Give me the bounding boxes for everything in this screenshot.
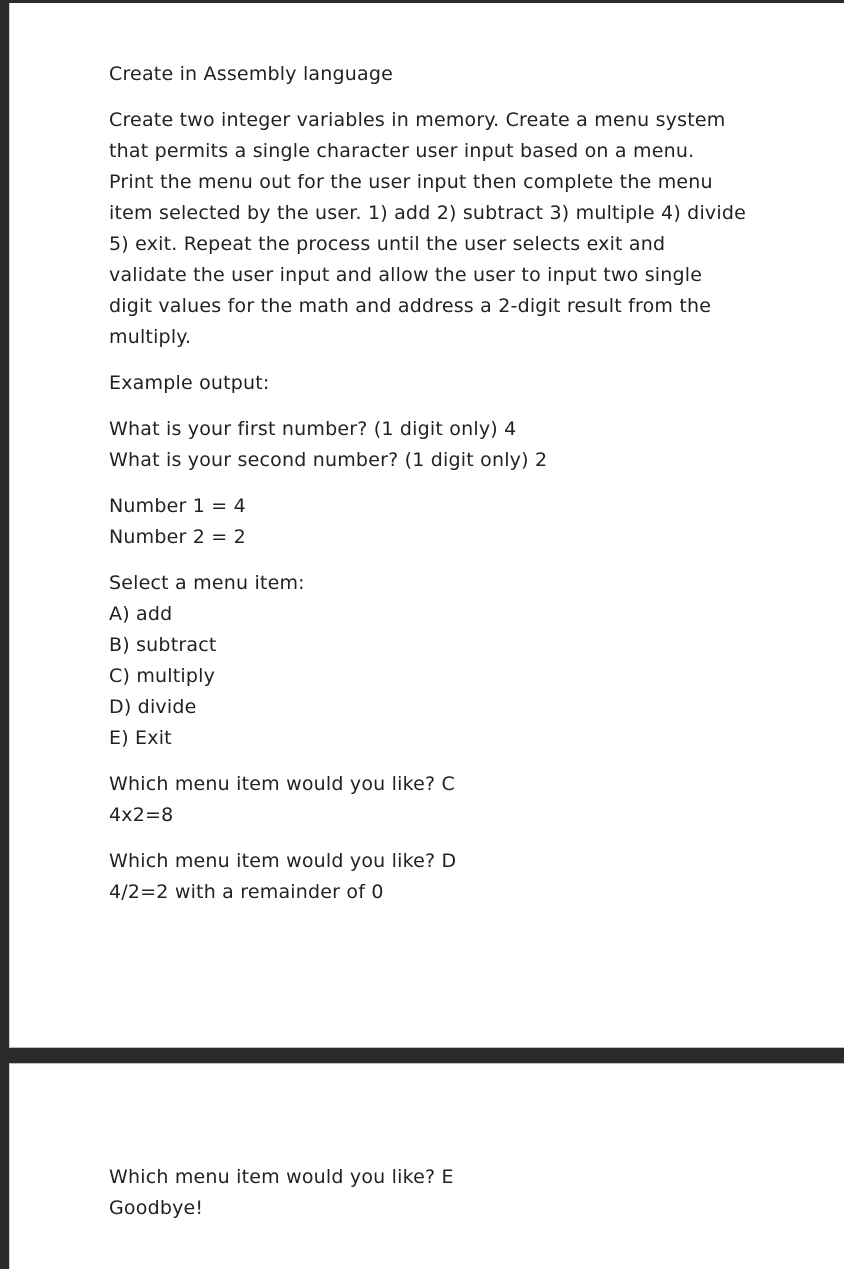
menu-item-divide: D) divide (109, 696, 197, 718)
number-echo (109, 491, 789, 553)
page-separator (0, 1049, 844, 1062)
description-line: item selected by the user. 1) add 2) subtract 3) multiple 4) divide (109, 202, 746, 224)
example-heading: Example output: (109, 372, 270, 394)
menu-item-multiply: C) multiply (109, 665, 216, 687)
menu-heading: Select a menu item: (109, 572, 305, 594)
description-line: Create two integer variables in memory. Create a menu system (109, 109, 726, 131)
menu-question-d: Which menu item would you like? D (109, 850, 457, 872)
menu-block (109, 568, 789, 754)
number-2-line: Number 2 = 2 (109, 526, 246, 548)
page-2-content (109, 1162, 789, 1239)
menu-item-add: A) add (109, 603, 173, 625)
number-prompts (109, 414, 789, 476)
first-number-prompt: What is your first number? (1 digit only) 4 (109, 418, 517, 440)
interaction-multiply (109, 769, 789, 831)
interaction-exit (109, 1162, 789, 1224)
description-line: validate the user input and allow the user to input two single (109, 264, 703, 286)
interaction-divide (109, 846, 789, 908)
assignment-title: Create in Assembly language (109, 63, 394, 85)
second-number-prompt: What is your second number? (1 digit only) 2 (109, 449, 548, 471)
assignment-description (109, 105, 789, 353)
menu-item-subtract: B) subtract (109, 634, 217, 656)
page-1-content (109, 59, 789, 923)
document-page-2 (9, 1063, 844, 1269)
menu-question-e: Which menu item would you like? E (109, 1166, 454, 1188)
description-line: multiply. (109, 326, 192, 348)
divide-result: 4/2=2 with a remainder of 0 (109, 881, 384, 903)
number-1-line: Number 1 = 4 (109, 495, 246, 517)
multiply-result: 4x2=8 (109, 804, 174, 826)
description-line: 5) exit. Repeat the process until the user selects exit and (109, 233, 666, 255)
menu-question-c: Which menu item would you like? C (109, 773, 456, 795)
menu-item-exit: E) Exit (109, 727, 172, 749)
document-page-1 (9, 3, 844, 1048)
description-line: Print the menu out for the user input then complete the menu (109, 171, 713, 193)
description-line: digit values for the math and address a 2-digit result from the (109, 295, 712, 317)
goodbye-message: Goodbye! (109, 1197, 204, 1219)
description-line: that permits a single character user input based on a menu. (109, 140, 695, 162)
